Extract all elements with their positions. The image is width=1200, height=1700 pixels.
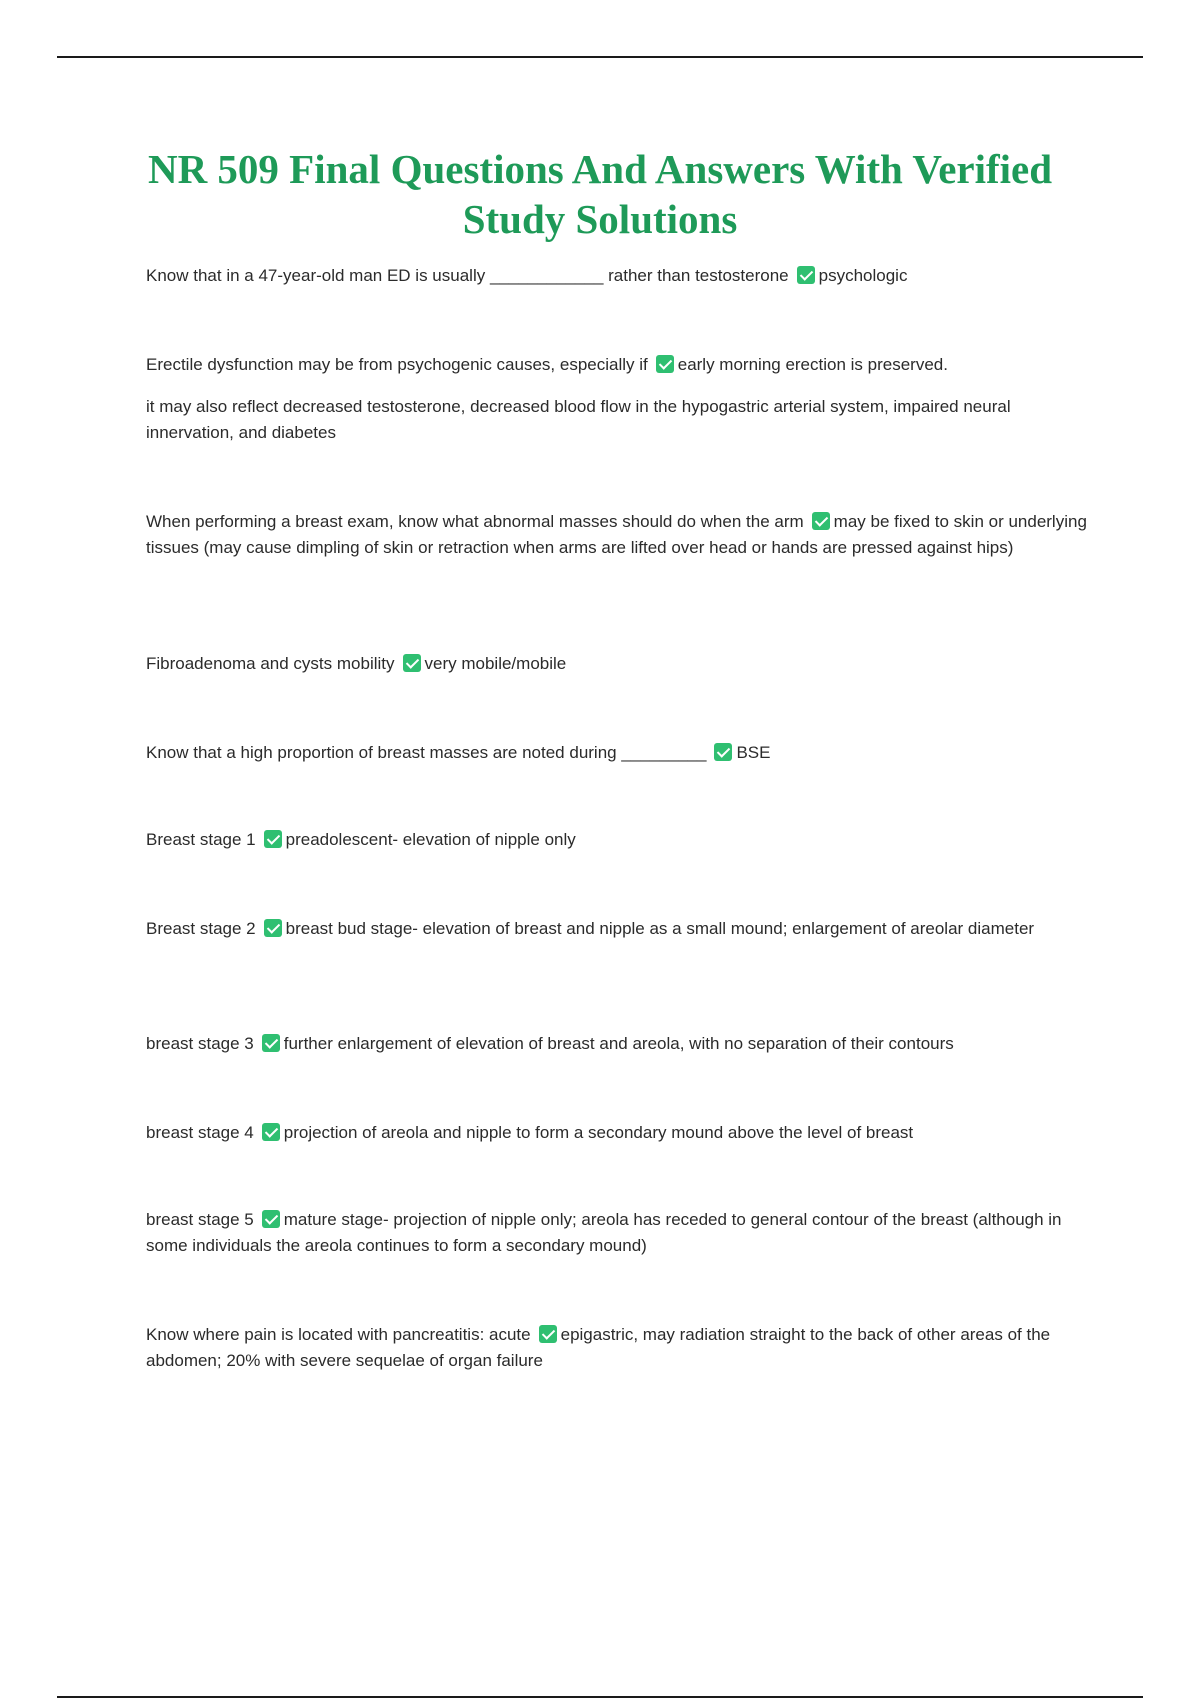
- qa-item-4: [146, 651, 1091, 677]
- check-mark-icon: [539, 1325, 557, 1343]
- qa-item-5: [146, 740, 1091, 766]
- answer-text: mature stage- projection of nipple only; areola has receded to general contour of the breast (although in some individuals the areola continues to form a secondary mound): [146, 1210, 1062, 1255]
- qa-item-6: [146, 827, 1091, 853]
- question-text: breast stage 3: [146, 1034, 254, 1053]
- check-mark-icon: [797, 266, 815, 284]
- question-text: Fibroadenoma and cysts mobility: [146, 654, 395, 673]
- question-text: Know that a high proportion of breast masses are noted during _________: [146, 743, 707, 762]
- check-mark-icon: [264, 830, 282, 848]
- check-mark-icon: [262, 1034, 280, 1052]
- answer-text: early morning erection is preserved.: [677, 355, 948, 374]
- question-text: Know where pain is located with pancreatitis: acute: [146, 1325, 531, 1344]
- answer-text: further enlargement of elevation of breast and areola, with no separation of their contours: [283, 1034, 954, 1053]
- answer-text: breast bud stage- elevation of breast and nipple as a small mound; enlargement of areolar diameter: [285, 919, 1035, 938]
- question-text: Know that in a 47-year-old man ED is usually ____________ rather than testosterone: [146, 266, 789, 285]
- header-rule: [57, 56, 1143, 58]
- check-mark-icon: [403, 654, 421, 672]
- question-text: Erectile dysfunction may be from psychogenic causes, especially if: [146, 355, 648, 374]
- check-mark-icon: [656, 355, 674, 373]
- answer-text: may be fixed to skin or underlying tissues (may cause dimpling of skin or retraction when arms are lifted over head or hands are pressed against hips): [146, 512, 1087, 557]
- check-mark-icon: [812, 512, 830, 530]
- check-mark-icon: [262, 1123, 280, 1141]
- check-mark-icon: [264, 919, 282, 937]
- answer-text: very mobile/mobile: [424, 654, 567, 673]
- qa-item-10: [146, 1207, 1091, 1259]
- question-text: When performing a breast exam, know what abnormal masses should do when the arm: [146, 512, 804, 531]
- answer-text: BSE: [736, 743, 771, 762]
- answer-text: projection of areola and nipple to form a secondary mound above the level of breast: [283, 1123, 914, 1142]
- check-mark-icon: [714, 743, 732, 761]
- answer-text: epigastric, may radiation straight to the back of other areas of the abdomen; 20% with severe sequelae of organ failure: [146, 1325, 1051, 1370]
- qa-item-7: [146, 916, 1091, 942]
- answer-text: psychologic: [818, 266, 908, 285]
- question-text: breast stage 4: [146, 1123, 254, 1142]
- footer-rule: [57, 1696, 1143, 1698]
- question-text: breast stage 5: [146, 1210, 254, 1229]
- check-mark-icon: [262, 1210, 280, 1228]
- answer-extra-text: it may also reflect decreased testosterone, decreased blood flow in the hypogastric arterial system, impaired neural innervation, and diabetes: [146, 397, 1011, 442]
- qa-item-3: [146, 509, 1091, 561]
- qa-item-9: [146, 1120, 1091, 1146]
- question-text: Breast stage 1: [146, 830, 256, 849]
- answer-text: preadolescent- elevation of nipple only: [285, 830, 576, 849]
- qa-item-8: [146, 1031, 1091, 1057]
- qa-item-1: [146, 263, 1091, 289]
- question-text: Breast stage 2: [146, 919, 256, 938]
- qa-item-11: [146, 1322, 1091, 1374]
- document-title: NR 509 Final Questions And Answers With Verified Study Solutions: [147, 146, 1053, 242]
- qa-item-2: [146, 352, 1091, 446]
